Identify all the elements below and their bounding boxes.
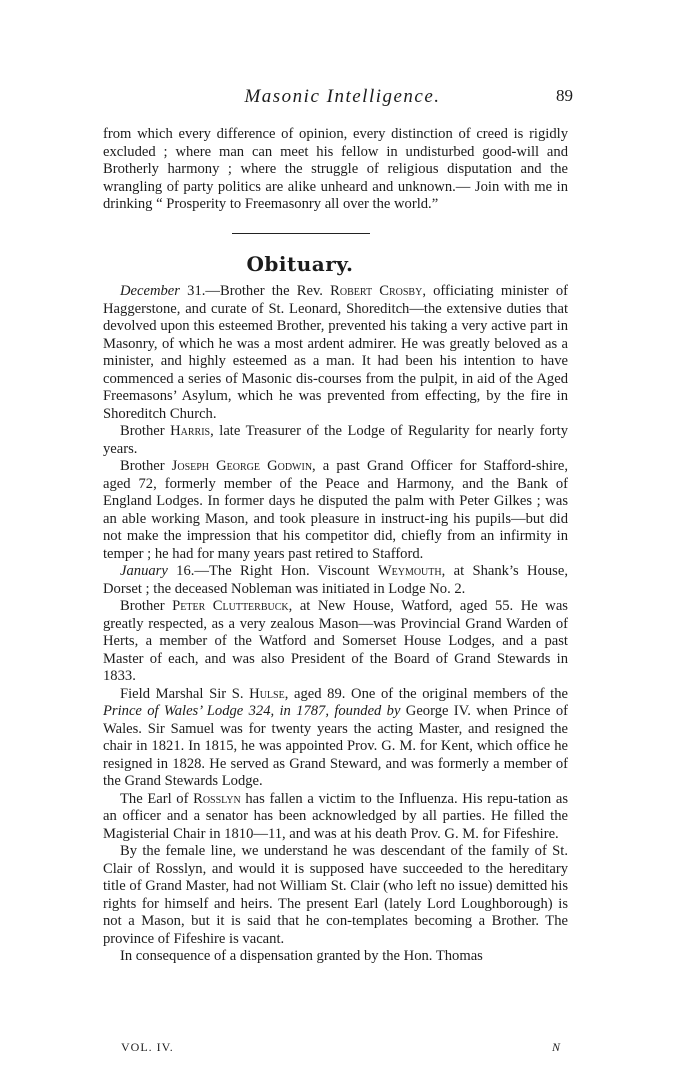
entry-name: Hulse: [249, 685, 285, 702]
signature-mark: N: [551, 1040, 561, 1054]
running-head: [0, 86, 685, 110]
obituary-entry-clutterbuck: [103, 598, 568, 686]
entry-name: Robert Crosby: [330, 283, 423, 299]
entry-name: Harris: [170, 423, 211, 439]
entry-date: December: [120, 283, 180, 299]
obituary-entry-godwin: [103, 458, 568, 563]
volume-label: VOL. IV.: [121, 1040, 174, 1054]
entry-prefix: Brother: [120, 458, 172, 474]
dispensation-paragraph: In consequence of a dispensation granted by the Hon. Thomas: [120, 948, 483, 964]
obituary-entry-rosslyn: [103, 791, 568, 844]
intro-paragraph: from which every difference of opinion, every distinction of creed is rigidly excluded ; where man can meet his fellow in undisturbed good-will and Brotherly harmony ; where the struggle of religious disputation and the wrangling of party politics are alike unheard and unknown.— Join with me in drinking “ Prosperity to Freemasonry all over the world.”: [103, 126, 568, 212]
entry-date: January: [120, 563, 168, 579]
entry-text: , aged 89. One of the original members of the: [284, 685, 568, 702]
entry-text-continued: George IV. when Prince of Wales. Sir Samuel was for twenty years the acting Master, and resigned the chair in 1821. In 1815, he was appointed Prov. G. M. for Kent, which office he resigned in 1828. He served as Grand Steward, and was formerly a member of the Grand Stewards Lodge.: [103, 703, 568, 789]
entry-italic: Prince of Wales’ Lodge 324, in 1787, founded by: [103, 703, 401, 719]
section-divider: [232, 233, 370, 234]
entry-prefix: Brother: [120, 598, 173, 614]
entry-name: Peter Clutterbuck: [172, 598, 289, 614]
entry-name: Joseph George Godwin: [171, 458, 313, 474]
obituary-entries: [103, 283, 568, 966]
intro-block: [103, 126, 568, 214]
page-footer: [121, 1040, 561, 1056]
obituary-entry-crosby: [103, 283, 568, 423]
running-title: Masonic Intelligence.: [244, 86, 441, 107]
entry-text: has fallen a victim to the Influenza. His repu-tation as an officer and a senator has been acknowledged by all parties. He filled the Magisterial Chair in 1810—11, and was at his death Prov. G. M. for Fifeshire.: [103, 790, 568, 842]
entry-text: , at Shank’s House, Dorset ; the deceased Nobleman was initiated in Lodge No. 2.: [103, 563, 568, 597]
obituary-entry-weymouth: [103, 563, 568, 598]
entry-date-rest: 31.—Brother the Rev.: [179, 283, 331, 299]
rosslyn-descent-paragraph: By the female line, we understand he was descendant of the family of St. Clair of Rosslyn, and would it is supposed have succeeded to the hereditary title of Grand Master, had not William St. Clair (who left no issue) demitted his rights for himself and heirs. The present Earl (lately Lord Loughborough) is not a Mason, but it is said that he con-templates becoming a Brother. The province of Fifeshire is vacant.: [103, 843, 568, 947]
entry-name: Weymouth: [377, 563, 442, 579]
entry-name: Rosslyn: [193, 790, 241, 807]
page-number: 89: [556, 86, 573, 105]
obituary-entry-hulse: [103, 686, 568, 791]
entry-prefix: The Earl of: [120, 790, 194, 807]
entry-text: , officiating minister of Haggerstone, and curate of St. Leonard, Shoreditch—the extensive duties that devolved upon this esteemed Brother, prevented his taking a very active part in Masonry, of which he was a most ardent admirer. He was greatly beloved as a minister, and highly esteemed as a man. It had been his intention to have commenced a series of Masonic dis-courses from the pulpit, in aid of the Aged Freemasons’ Asylum, which he was prevented from effecting, by the fire in Shoreditch Church.: [103, 283, 568, 422]
entry-text: , late Treasurer of the Lodge of Regularity for nearly forty years.: [103, 423, 569, 457]
obituary-entry-harris: [103, 423, 568, 458]
entry-text: , at New House, Watford, aged 55. He was greatly respected, as a very zealous Mason—was Provincial Grand Warden of Herts, a member of the Watford and Somerset House Lodges, and a past Master of each, and was also President of the Board of Grand Stewards in 1833.: [103, 598, 568, 684]
entry-date-rest: 16.—The Right Hon. Viscount: [167, 563, 378, 579]
entry-prefix: Brother: [120, 423, 171, 439]
obituary-heading: Obituary.: [246, 252, 354, 276]
entry-text: , a past Grand Officer for Stafford-shire, aged 72, formerly member of the Peace and Harmony, and the Bank of England Lodges. In former days he disputed the palm with Peter Gilkes ; was an able working Mason, and took pleasure in instruct-ing his pupils—but did not make the impression that his competitor did, chiefly from an infirmity in temper ; he had for many years past retired to Stafford.: [103, 458, 568, 562]
entry-prefix: Field Marshal Sir S.: [120, 685, 250, 702]
